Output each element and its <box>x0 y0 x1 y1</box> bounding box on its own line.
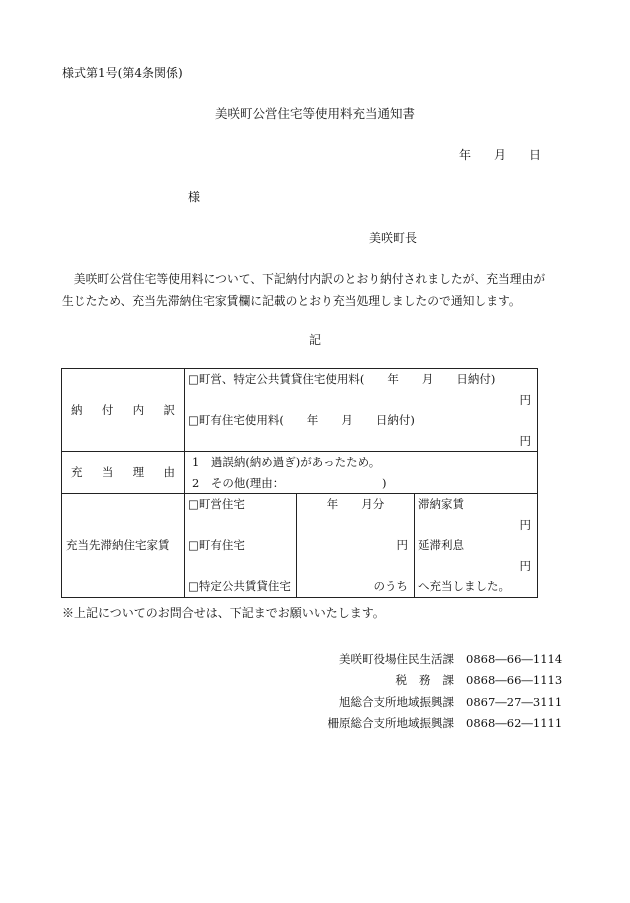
payment-item-town-owned: □町有住宅使用料( 年 月 日納付) <box>188 413 415 427</box>
target-label: 充当先滞納住宅家賃 <box>62 494 185 598</box>
target-amounts <box>297 494 415 598</box>
reason-label-char: 当 <box>101 465 114 480</box>
applied-text: へ充当しました。 <box>418 579 510 593</box>
date-year: 年 <box>459 148 472 162</box>
form-number: 様式第1号(第4条関係) <box>62 66 183 80</box>
payment-label-char: 訳 <box>163 402 175 417</box>
contact-tel: 0868―66―1113 <box>466 673 563 688</box>
payment-yen-2: 円 <box>519 433 531 448</box>
late-interest-label: 延滞利息 <box>418 538 464 552</box>
date-day: 日 <box>529 148 542 162</box>
document-title: 美咲町公営住宅等使用料充当通知書 <box>214 106 415 121</box>
payment-label-char: 内 <box>132 402 145 417</box>
reason-overpayment: 1 過誤納(納め過ぎ)があったため。 <box>192 455 381 469</box>
date-line <box>459 148 541 162</box>
contact-item <box>320 648 562 670</box>
contact-list <box>320 648 562 734</box>
payment-yen-1: 円 <box>519 392 531 407</box>
target-yen: 円 <box>396 538 408 552</box>
reason-row <box>62 452 538 494</box>
contact-dept <box>320 672 454 688</box>
contact-item <box>320 670 562 692</box>
ki-heading: 記 <box>308 333 321 347</box>
payment-item-municipal: □町営、特定公共賃貸住宅使用料( 年 月 日納付) <box>188 372 496 386</box>
contact-tel: 0868―62―1111 <box>466 716 563 731</box>
inquiry-note: ※上記についてのお問合せは、下記までお願いいたします。 <box>62 606 385 620</box>
housing-town-owned: □町有住宅 <box>188 538 245 552</box>
contact-tel: 0868―66―1114 <box>466 651 563 666</box>
reason-label-char: 充 <box>71 465 83 480</box>
arrears-yen: 円 <box>519 517 531 532</box>
housing-special-public: □特定公共賃貸住宅 <box>188 579 291 593</box>
allocation-table <box>61 368 538 598</box>
contact-dept: 美咲町役場住民生活課 <box>339 651 454 666</box>
date-month: 月 <box>494 148 507 162</box>
reason-label <box>62 452 185 494</box>
contact-dept: 旭総合支所地域振興課 <box>339 694 454 709</box>
payment-row <box>62 369 538 452</box>
housing-municipal: □町営住宅 <box>188 497 245 511</box>
arrears-label: 滞納家賃 <box>418 497 464 511</box>
late-interest-yen: 円 <box>519 558 531 573</box>
contact-dept: 柵原総合支所地域振興課 <box>327 716 454 731</box>
body-paragraph: 美咲町公営住宅等使用料について、下記納付内訳のとおり納付されましたが、充当理由が生じたため、充当先滞納住宅家賃欄に記載のとおり充当処理しましたので通知します。 <box>62 272 546 308</box>
payment-label-char: 付 <box>101 402 114 417</box>
contact-item <box>320 713 562 735</box>
reason-details <box>185 452 538 494</box>
target-breakdown <box>415 494 538 598</box>
sender-name: 美咲町長 <box>369 231 418 245</box>
of-which: のうち <box>373 579 408 593</box>
contact-dept-char: 税 <box>395 673 407 688</box>
addressee-suffix: 様 <box>188 190 201 204</box>
reason-label-char: 由 <box>163 465 175 480</box>
reason-other: 2 その他(理由： ) <box>192 475 387 490</box>
payment-label <box>62 369 185 452</box>
payment-label-char: 納 <box>71 402 83 417</box>
period-month: 年 月分 <box>326 497 385 511</box>
target-row <box>62 494 538 598</box>
reason-label-char: 理 <box>132 465 145 480</box>
contact-item <box>320 691 562 713</box>
contact-dept-char: 課 <box>442 673 454 688</box>
payment-details <box>185 369 538 452</box>
contact-tel: 0867―27―3111 <box>466 694 563 709</box>
target-housing <box>185 494 297 598</box>
contact-dept-char: 務 <box>419 673 431 688</box>
